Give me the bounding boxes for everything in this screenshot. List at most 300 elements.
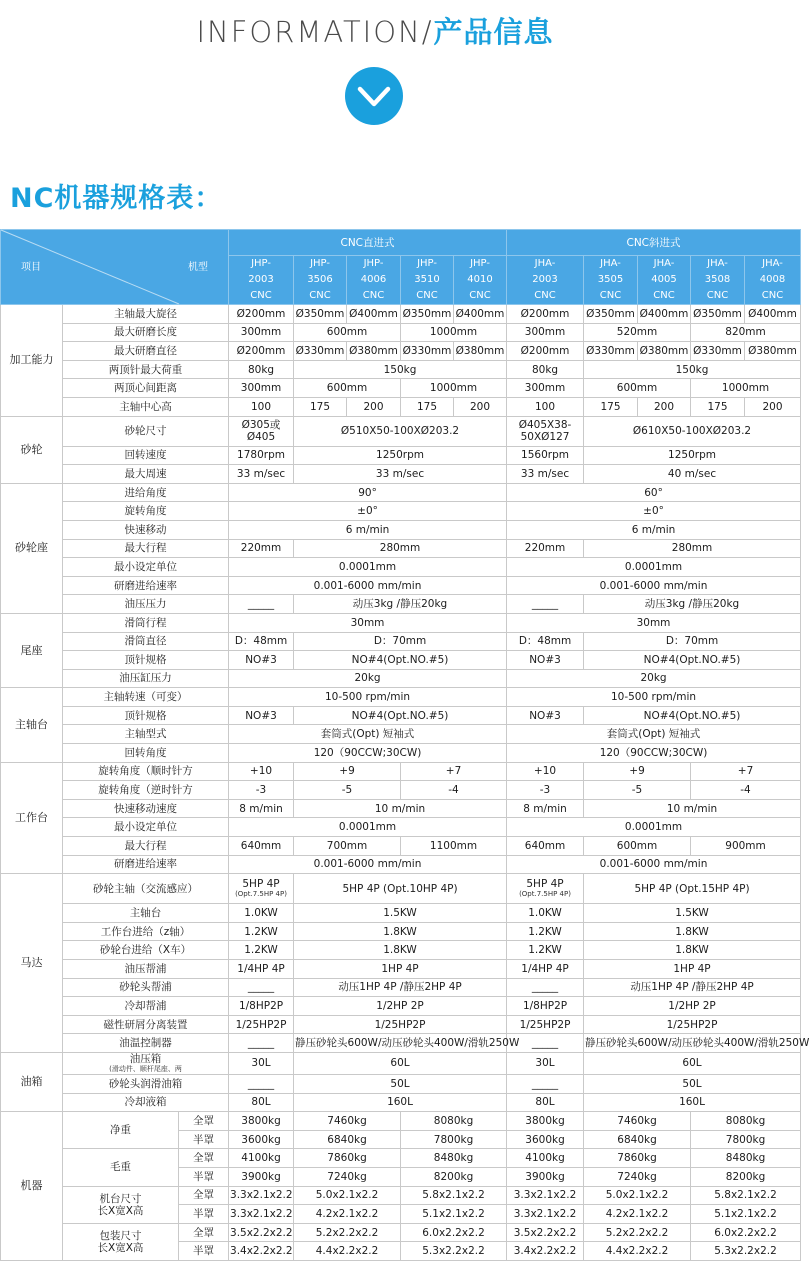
value-cell: 静压砂轮头600W/动压砂轮头400W/滑轨250W bbox=[584, 1034, 801, 1053]
value-cell: 7460kg bbox=[294, 1112, 401, 1131]
value-cell: 1000mm bbox=[691, 379, 801, 398]
value-cell: 1000mm bbox=[401, 323, 507, 342]
value-cell: 1/25HP2P bbox=[507, 1015, 584, 1034]
value-cell: D：48mm bbox=[229, 632, 294, 651]
value-cell: 5.2x2.2x2.2 bbox=[584, 1223, 691, 1242]
value-cell: 1.8KW bbox=[584, 941, 801, 960]
table-row bbox=[1, 613, 801, 632]
item-cell: 旋转角度（顺时针方 bbox=[63, 762, 229, 781]
value-cell: -5 bbox=[294, 781, 401, 800]
category-cell: 主轴台 bbox=[1, 688, 63, 762]
table-row bbox=[1, 1186, 801, 1205]
value-cell: NO#3 bbox=[507, 706, 584, 725]
item-cell: 回转角度 bbox=[63, 744, 229, 763]
machine-sub-label: 半罩 bbox=[179, 1167, 229, 1186]
value-cell: 套筒式(Opt) 短袖式 bbox=[229, 725, 507, 744]
table-row bbox=[1, 1149, 801, 1168]
value-cell: 1560rpm bbox=[507, 446, 584, 465]
table-row bbox=[1, 539, 801, 558]
value-cell: 90° bbox=[229, 483, 507, 502]
value-cell: 动压3kg /静压20kg bbox=[294, 595, 507, 614]
value-cell: -3 bbox=[507, 781, 584, 800]
value-cell: 1.2KW bbox=[229, 941, 294, 960]
category-cell: 工作台 bbox=[1, 762, 63, 874]
value-cell: Ø400mm bbox=[638, 305, 691, 324]
item-cell: 最大周速 bbox=[63, 465, 229, 484]
group-header-angular: CNC斜进式 bbox=[507, 230, 801, 256]
value-cell: _____ bbox=[229, 1034, 294, 1053]
table-row bbox=[1, 397, 801, 416]
category-cell: 马达 bbox=[1, 874, 63, 1053]
value-cell: 5.1x2.1x2.2 bbox=[691, 1205, 801, 1224]
item-cell: 最小设定单位 bbox=[63, 558, 229, 577]
item-cell: 冷却帮浦 bbox=[63, 997, 229, 1016]
value-cell: NO#4(Opt.NO.#5) bbox=[584, 706, 801, 725]
value-cell: 8 m/min bbox=[507, 799, 584, 818]
value-cell: 1/4HP 4P bbox=[229, 960, 294, 979]
value-cell: Ø400mm bbox=[454, 305, 507, 324]
value-cell: -4 bbox=[691, 781, 801, 800]
value-cell: 3.3x2.1x2.2 bbox=[229, 1205, 294, 1224]
value-cell: 3.3x2.1x2.2 bbox=[507, 1186, 584, 1205]
value-cell: 160L bbox=[584, 1093, 801, 1112]
item-cell: 顶针规格 bbox=[63, 651, 229, 670]
info-title-cn: 产品信息 bbox=[433, 15, 554, 49]
value-cell: 150kg bbox=[294, 360, 507, 379]
value-cell: 1/8HP2P bbox=[229, 997, 294, 1016]
value-cell: Ø200mm bbox=[229, 342, 294, 361]
table-row bbox=[1, 1074, 801, 1093]
value-cell: 10 m/min bbox=[584, 799, 801, 818]
info-title bbox=[0, 10, 750, 51]
table-row bbox=[1, 305, 801, 324]
value-cell: 220mm bbox=[507, 539, 584, 558]
page-header bbox=[0, 0, 750, 168]
corner-item-label: 项目 bbox=[21, 262, 41, 273]
value-cell: 20kg bbox=[229, 669, 507, 688]
table-row bbox=[1, 837, 801, 856]
item-cell: 最大行程 bbox=[63, 837, 229, 856]
value-cell: 6.0x2.2x2.2 bbox=[691, 1223, 801, 1242]
value-cell: Ø350mm bbox=[401, 305, 454, 324]
value-cell: D：70mm bbox=[294, 632, 507, 651]
value-cell: 1.2KW bbox=[507, 922, 584, 941]
value-cell: 3.3x2.1x2.2 bbox=[507, 1205, 584, 1224]
value-cell: 640mm bbox=[229, 837, 294, 856]
value-cell: 280mm bbox=[294, 539, 507, 558]
item-cell: 油压缸压力 bbox=[63, 669, 229, 688]
value-cell: 6840kg bbox=[584, 1130, 691, 1149]
value-cell: 3.4x2.2x2.2 bbox=[229, 1242, 294, 1261]
table-row bbox=[1, 978, 801, 997]
table-row bbox=[1, 818, 801, 837]
value-cell: 8480kg bbox=[401, 1149, 507, 1168]
value-cell: 80L bbox=[507, 1093, 584, 1112]
value-cell: 5.8x2.1x2.2 bbox=[401, 1186, 507, 1205]
model-header: JHP- 3510 CNC bbox=[401, 256, 454, 305]
value-cell: 300mm bbox=[229, 323, 294, 342]
value-cell: 5HP 4P (Opt.7.5HP 4P) bbox=[229, 874, 294, 904]
item-cell: 油压箱 (滑动件、顺杆尾座、两 bbox=[63, 1052, 229, 1074]
value-cell: +10 bbox=[507, 762, 584, 781]
value-cell: 0.0001mm bbox=[229, 558, 507, 577]
value-cell: 6840kg bbox=[294, 1130, 401, 1149]
table-row bbox=[1, 706, 801, 725]
value-cell: 5.3x2.2x2.2 bbox=[401, 1242, 507, 1261]
value-cell: 33 m/sec bbox=[229, 465, 294, 484]
value-cell: 120（90CCW;30CW) bbox=[229, 744, 507, 763]
table-row bbox=[1, 465, 801, 484]
value-cell: 1250rpm bbox=[294, 446, 507, 465]
value-cell: 220mm bbox=[229, 539, 294, 558]
machine-sub-label: 全罩 bbox=[179, 1186, 229, 1205]
value-cell: 30mm bbox=[507, 613, 801, 632]
table-row bbox=[1, 688, 801, 707]
table-row bbox=[1, 799, 801, 818]
table-row bbox=[1, 558, 801, 577]
value-cell: NO#4(Opt.NO.#5) bbox=[294, 651, 507, 670]
value-cell: 8200kg bbox=[691, 1167, 801, 1186]
value-cell: NO#3 bbox=[507, 651, 584, 670]
value-cell: 175 bbox=[584, 397, 638, 416]
table-row bbox=[1, 922, 801, 941]
value-cell: 600mm bbox=[584, 837, 691, 856]
machine-sub-label: 全罩 bbox=[179, 1112, 229, 1131]
table-row bbox=[1, 904, 801, 923]
table-row bbox=[1, 997, 801, 1016]
value-cell: NO#3 bbox=[229, 651, 294, 670]
value-cell: 1.2KW bbox=[507, 941, 584, 960]
value-cell: 3800kg bbox=[507, 1112, 584, 1131]
item-cell: 旋转角度（逆时针方 bbox=[63, 781, 229, 800]
corner-model-label: 机型 bbox=[188, 262, 209, 273]
value-cell: 1.8KW bbox=[584, 922, 801, 941]
value-cell: 600mm bbox=[294, 323, 401, 342]
model-header: JHA- 2003 CNC bbox=[507, 256, 584, 305]
value-cell: 33 m/sec bbox=[294, 465, 507, 484]
model-header: JHA- 4008 CNC bbox=[745, 256, 801, 305]
value-cell: Ø610X50-100XØ203.2 bbox=[584, 416, 801, 446]
value-cell: 175 bbox=[401, 397, 454, 416]
item-cell: 工作台进给（z轴） bbox=[63, 922, 229, 941]
value-cell: Ø380mm bbox=[347, 342, 401, 361]
value-cell: 50L bbox=[584, 1074, 801, 1093]
value-cell: 10 m/min bbox=[294, 799, 507, 818]
item-cell: 快速移动速度 bbox=[63, 799, 229, 818]
value-cell: 30L bbox=[229, 1052, 294, 1074]
section-title: NC机器规格表： bbox=[10, 183, 223, 214]
item-cell: 两顶心间距离 bbox=[63, 379, 229, 398]
value-cell: 200 bbox=[745, 397, 801, 416]
table-row bbox=[1, 576, 801, 595]
value-cell: 动压1HP 4P /静压2HP 4P bbox=[294, 978, 507, 997]
value-cell: -3 bbox=[229, 781, 294, 800]
value-cell: 1/4HP 4P bbox=[507, 960, 584, 979]
value-cell: 5HP 4P (Opt.10HP 4P) bbox=[294, 874, 507, 904]
table-row bbox=[1, 446, 801, 465]
value-cell: 1.5KW bbox=[294, 904, 507, 923]
model-header: JHP- 2003 CNC bbox=[229, 256, 294, 305]
value-cell: 20kg bbox=[507, 669, 801, 688]
value-cell: NO#3 bbox=[229, 706, 294, 725]
value-cell: _____ bbox=[507, 595, 584, 614]
value-cell: 1/25HP2P bbox=[294, 1015, 507, 1034]
value-cell: 7240kg bbox=[584, 1167, 691, 1186]
value-cell: 4.2x2.1x2.2 bbox=[584, 1205, 691, 1224]
item-cell: 快速移动 bbox=[63, 520, 229, 539]
value-cell: Ø400mm bbox=[745, 305, 801, 324]
value-cell: 30mm bbox=[229, 613, 507, 632]
table-row bbox=[1, 960, 801, 979]
value-cell: 4100kg bbox=[507, 1149, 584, 1168]
value-cell: 1.0KW bbox=[507, 904, 584, 923]
value-cell: ±0° bbox=[229, 502, 507, 521]
value-cell: 300mm bbox=[507, 323, 584, 342]
item-cell: 砂轮尺寸 bbox=[63, 416, 229, 446]
table-row bbox=[1, 416, 801, 446]
value-cell: 160L bbox=[294, 1093, 507, 1112]
machine-group-label: 净重 bbox=[63, 1112, 179, 1149]
value-cell: 3600kg bbox=[229, 1130, 294, 1149]
value-cell: 1/2HP 2P bbox=[584, 997, 801, 1016]
value-cell: 4.2x2.1x2.2 bbox=[294, 1205, 401, 1224]
value-cell: -5 bbox=[584, 781, 691, 800]
item-cell: 研磨进给速率 bbox=[63, 855, 229, 874]
value-cell: 520mm bbox=[584, 323, 691, 342]
value-cell: 8 m/min bbox=[229, 799, 294, 818]
value-cell: 5HP 4P (Opt.15HP 4P) bbox=[584, 874, 801, 904]
item-cell: 滑筒直径 bbox=[63, 632, 229, 651]
value-cell: Ø350mm bbox=[584, 305, 638, 324]
value-cell: Ø350mm bbox=[294, 305, 347, 324]
item-cell: 油压帮浦 bbox=[63, 960, 229, 979]
value-cell: 8080kg bbox=[691, 1112, 801, 1131]
table-row bbox=[1, 502, 801, 521]
table-row bbox=[1, 1093, 801, 1112]
model-header: JHA- 3505 CNC bbox=[584, 256, 638, 305]
table-row bbox=[1, 941, 801, 960]
item-cell: 油温控制器 bbox=[63, 1034, 229, 1053]
value-cell: 动压1HP 4P /静压2HP 4P bbox=[584, 978, 801, 997]
model-header: JHP- 3506 CNC bbox=[294, 256, 347, 305]
item-cell: 最小设定单位 bbox=[63, 818, 229, 837]
value-cell: 5.0x2.1x2.2 bbox=[294, 1186, 401, 1205]
item-cell: 最大研磨长度 bbox=[63, 323, 229, 342]
machine-group-label: 机台尺寸 长X宽X高 bbox=[63, 1186, 179, 1223]
chevron-down-icon[interactable] bbox=[345, 67, 403, 125]
table-row bbox=[1, 781, 801, 800]
table-row bbox=[1, 323, 801, 342]
value-cell: 900mm bbox=[691, 837, 801, 856]
value-cell: 静压砂轮头600W/动压砂轮头400W/滑轨250W bbox=[294, 1034, 507, 1053]
value-cell: 3.5x2.2x2.2 bbox=[229, 1223, 294, 1242]
value-cell: 820mm bbox=[691, 323, 801, 342]
item-cell: 旋转角度 bbox=[63, 502, 229, 521]
value-cell: 100 bbox=[507, 397, 584, 416]
value-cell: 30L bbox=[507, 1052, 584, 1074]
item-cell: 滑筒行程 bbox=[63, 613, 229, 632]
value-cell: 1100mm bbox=[401, 837, 507, 856]
item-cell: 油压压力 bbox=[63, 595, 229, 614]
value-cell: 150kg bbox=[584, 360, 801, 379]
table-row bbox=[1, 669, 801, 688]
machine-group-label: 毛重 bbox=[63, 1149, 179, 1186]
value-cell: 60L bbox=[584, 1052, 801, 1074]
item-cell: 砂轮台进给（X车） bbox=[63, 941, 229, 960]
value-cell: NO#4(Opt.NO.#5) bbox=[294, 706, 507, 725]
value-cell: 6 m/min bbox=[229, 520, 507, 539]
value-cell: Ø200mm bbox=[507, 305, 584, 324]
category-cell: 加工能力 bbox=[1, 305, 63, 417]
item-cell: 主轴转速（可变） bbox=[63, 688, 229, 707]
value-cell: 7460kg bbox=[584, 1112, 691, 1131]
item-cell: 进给角度 bbox=[63, 483, 229, 502]
value-cell: Ø400mm bbox=[347, 305, 401, 324]
value-cell: 7240kg bbox=[294, 1167, 401, 1186]
value-cell: 50L bbox=[294, 1074, 507, 1093]
value-cell: 1/2HP 2P bbox=[294, 997, 507, 1016]
item-cell: 冷却液箱 bbox=[63, 1093, 229, 1112]
value-cell: 0.001-6000 mm/min bbox=[507, 855, 801, 874]
value-cell: Ø510X50-100XØ203.2 bbox=[294, 416, 507, 446]
value-cell: 7860kg bbox=[584, 1149, 691, 1168]
value-cell: Ø305或 Ø405 bbox=[229, 416, 294, 446]
value-cell: _____ bbox=[507, 1034, 584, 1053]
category-cell: 尾座 bbox=[1, 613, 63, 687]
category-cell: 砂轮 bbox=[1, 416, 63, 483]
value-cell: 3.4x2.2x2.2 bbox=[507, 1242, 584, 1261]
value-cell: 300mm bbox=[229, 379, 294, 398]
item-cell: 研磨进给速率 bbox=[63, 576, 229, 595]
value-cell: 0.001-6000 mm/min bbox=[229, 855, 507, 874]
value-cell: 1250rpm bbox=[584, 446, 801, 465]
machine-sub-label: 半罩 bbox=[179, 1130, 229, 1149]
table-row bbox=[1, 725, 801, 744]
value-cell: Ø330mm bbox=[691, 342, 745, 361]
machine-group-label: 包装尺寸 长X宽X高 bbox=[63, 1223, 179, 1260]
item-cell: 顶针规格 bbox=[63, 706, 229, 725]
item-cell: 砂轮主轴（交流感应） bbox=[63, 874, 229, 904]
value-cell: Ø405X38- 50XØ127 bbox=[507, 416, 584, 446]
value-cell: +9 bbox=[294, 762, 401, 781]
value-cell: 175 bbox=[294, 397, 347, 416]
value-cell: 4100kg bbox=[229, 1149, 294, 1168]
value-cell: +7 bbox=[691, 762, 801, 781]
group-header-straight: CNC直进式 bbox=[229, 230, 507, 256]
value-cell: Ø380mm bbox=[638, 342, 691, 361]
value-cell: 5HP 4P (Opt.7.5HP 4P) bbox=[507, 874, 584, 904]
table-row bbox=[1, 520, 801, 539]
item-cell: 主轴中心高 bbox=[63, 397, 229, 416]
value-cell: +10 bbox=[229, 762, 294, 781]
value-cell: 5.8x2.1x2.2 bbox=[691, 1186, 801, 1205]
value-cell: 280mm bbox=[584, 539, 801, 558]
value-cell: 1HP 4P bbox=[584, 960, 801, 979]
table-row bbox=[1, 632, 801, 651]
value-cell: 0.001-6000 mm/min bbox=[229, 576, 507, 595]
value-cell: Ø380mm bbox=[745, 342, 801, 361]
value-cell: 8080kg bbox=[401, 1112, 507, 1131]
value-cell: _____ bbox=[507, 1074, 584, 1093]
value-cell: 120（90CCW;30CW) bbox=[507, 744, 801, 763]
value-cell: 1.0KW bbox=[229, 904, 294, 923]
item-cell: 磁性研屑分离装置 bbox=[63, 1015, 229, 1034]
value-cell: 175 bbox=[691, 397, 745, 416]
table-row bbox=[1, 651, 801, 670]
value-cell: 3900kg bbox=[229, 1167, 294, 1186]
value-cell: 1780rpm bbox=[229, 446, 294, 465]
value-cell: 200 bbox=[454, 397, 507, 416]
value-cell: _____ bbox=[229, 1074, 294, 1093]
model-header: JHA- 4005 CNC bbox=[638, 256, 691, 305]
value-cell: 1.2KW bbox=[229, 922, 294, 941]
value-cell: ±0° bbox=[507, 502, 801, 521]
value-cell: 4.4x2.2x2.2 bbox=[294, 1242, 401, 1261]
value-cell: _____ bbox=[229, 978, 294, 997]
value-cell: 3900kg bbox=[507, 1167, 584, 1186]
value-cell: Ø330mm bbox=[584, 342, 638, 361]
value-cell: 6 m/min bbox=[507, 520, 801, 539]
value-cell: 1/8HP2P bbox=[507, 997, 584, 1016]
table-row bbox=[1, 342, 801, 361]
value-cell: 3.3x2.1x2.2 bbox=[229, 1186, 294, 1205]
value-cell: 10-500 rpm/min bbox=[507, 688, 801, 707]
value-cell: 1HP 4P bbox=[294, 960, 507, 979]
value-cell: 80kg bbox=[507, 360, 584, 379]
value-cell: 1.8KW bbox=[294, 941, 507, 960]
table-row bbox=[1, 1015, 801, 1034]
item-cell: 两顶针最大荷重 bbox=[63, 360, 229, 379]
value-cell: 3.5x2.2x2.2 bbox=[507, 1223, 584, 1242]
category-cell: 机器 bbox=[1, 1112, 63, 1261]
model-header: JHP- 4006 CNC bbox=[347, 256, 401, 305]
table-row bbox=[1, 1034, 801, 1053]
value-cell: Ø350mm bbox=[691, 305, 745, 324]
value-cell: 7800kg bbox=[401, 1130, 507, 1149]
spec-table bbox=[0, 229, 809, 1261]
table-row bbox=[1, 360, 801, 379]
value-cell: 8200kg bbox=[401, 1167, 507, 1186]
item-cell: 主轴台 bbox=[63, 904, 229, 923]
value-cell: 5.3x2.2x2.2 bbox=[691, 1242, 801, 1261]
value-cell: 0.0001mm bbox=[507, 558, 801, 577]
table-row bbox=[1, 744, 801, 763]
model-header: JHA- 3508 CNC bbox=[691, 256, 745, 305]
value-cell: 3800kg bbox=[229, 1112, 294, 1131]
value-cell: 40 m/sec bbox=[584, 465, 801, 484]
value-cell: 1.8KW bbox=[294, 922, 507, 941]
value-cell: 套筒式(Opt) 短袖式 bbox=[507, 725, 801, 744]
value-cell: 80L bbox=[229, 1093, 294, 1112]
value-cell: 7860kg bbox=[294, 1149, 401, 1168]
table-row bbox=[1, 1223, 801, 1242]
value-cell: Ø380mm bbox=[454, 342, 507, 361]
value-cell: 1/25HP2P bbox=[584, 1015, 801, 1034]
value-cell: 5.0x2.1x2.2 bbox=[584, 1186, 691, 1205]
value-cell: 60° bbox=[507, 483, 801, 502]
item-cell: 回转速度 bbox=[63, 446, 229, 465]
value-cell: 640mm bbox=[507, 837, 584, 856]
table-row bbox=[1, 1052, 801, 1074]
table-row bbox=[1, 483, 801, 502]
value-cell: +9 bbox=[584, 762, 691, 781]
category-cell: 油箱 bbox=[1, 1052, 63, 1111]
machine-sub-label: 半罩 bbox=[179, 1205, 229, 1224]
value-cell: NO#4(Opt.NO.#5) bbox=[584, 651, 801, 670]
value-cell: 7800kg bbox=[691, 1130, 801, 1149]
value-cell: 5.2x2.2x2.2 bbox=[294, 1223, 401, 1242]
table-row bbox=[1, 762, 801, 781]
